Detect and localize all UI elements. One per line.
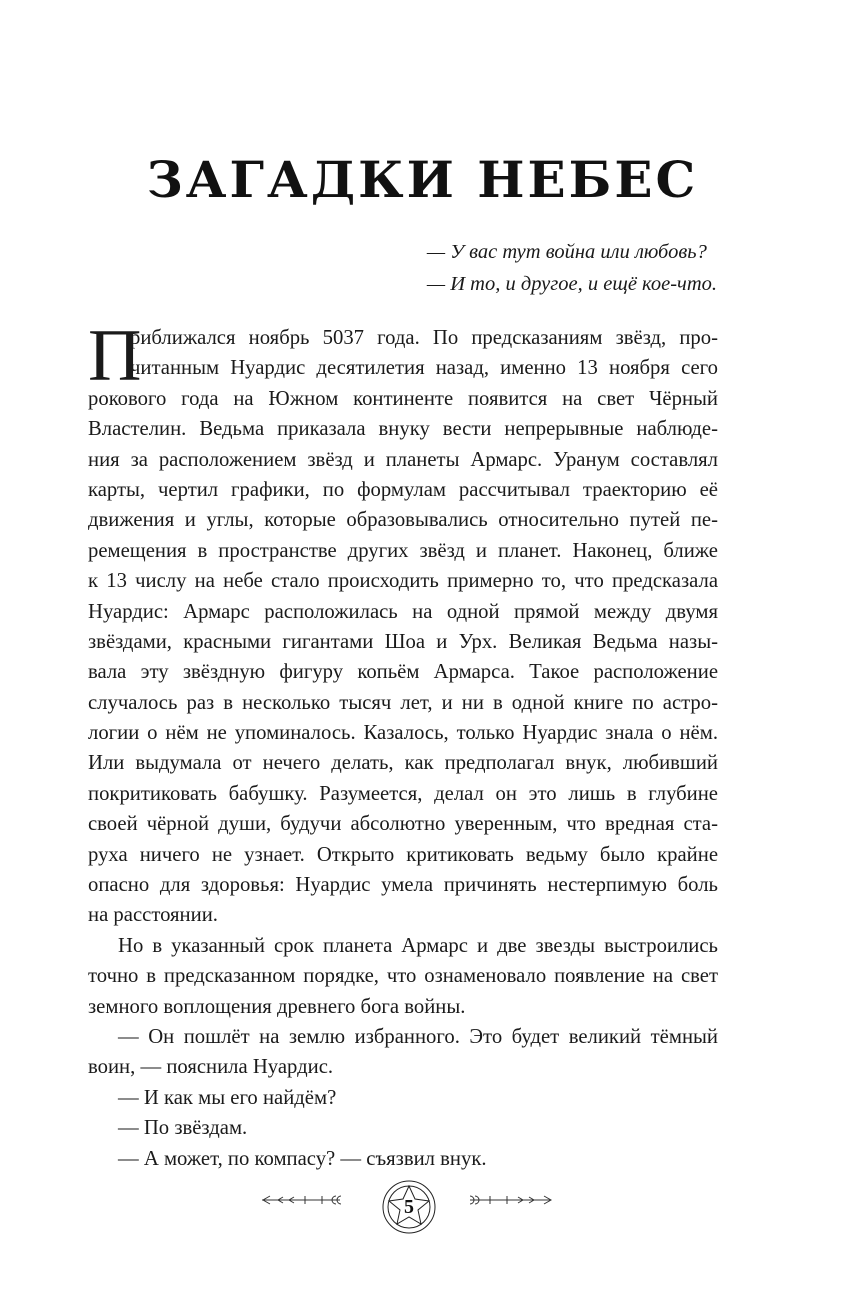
- text-line: риближался ноябрь 5037 года. По предсказаниям звёзд, про-: [130, 327, 718, 349]
- text-line: Но в указанный срок планета Армарс и две звезды выстроились: [118, 934, 718, 957]
- text-line: к 13 числу на небе стало происходить примерно то, что предсказала: [88, 570, 718, 593]
- text-line: Или выдумала от нечего делать, как предполагал внук, любивший: [88, 752, 718, 775]
- text-line: точно в предсказанном порядке, что ознаменовало появление на свет: [88, 965, 718, 988]
- text-line: случалось раз в несколько тысяч лет, и ни в одной книге по астро-: [88, 691, 718, 714]
- chapter-title: ЗАГАДКИ НЕБЕС: [146, 150, 699, 209]
- text-line: руха ничего не узнает. Открыто критиковать ведьму было крайне: [88, 843, 718, 866]
- text-line: рокового года на Южном континенте появится на свет Чёрный: [88, 387, 718, 410]
- text-line: на расстоянии.: [88, 904, 218, 927]
- text-line: ния за расположением звёзд и планеты Армарс. Уранум составлял: [88, 448, 718, 471]
- epigraph-line: — И то, и другое, и ещё кое-что.: [426, 273, 717, 295]
- drop-cap: П: [88, 315, 142, 397]
- text-line: Нуардис: Армарс расположилась на одной прямой между двумя: [88, 600, 718, 623]
- text-line: звёздами, красными гигантами Шоа и Урх. Великая Ведьма назы-: [88, 630, 718, 653]
- dialogue-line: — А может, по компасу? — съязвил внук.: [118, 1147, 487, 1170]
- page-number: 5: [404, 1196, 414, 1218]
- text-line: читанным Нуардис десятилетия назад, именно 13 ноября сего: [130, 357, 718, 380]
- text-line: ремещения в пространстве других звёзд и планет. Наконец, ближе: [88, 539, 718, 562]
- text-line: земного воплощения древнего бога войны.: [88, 995, 466, 1018]
- left-arrow-ornament: [262, 1196, 341, 1204]
- text-line: опасно для здоровья: Нуардис умела причинять нестерпимую боль: [88, 874, 718, 897]
- text-line: движения и углы, которые образовывались относительно путей пе-: [88, 509, 718, 532]
- text-line: Властелин. Ведьма приказала внуку вести непрерывные наблюде-: [88, 418, 718, 441]
- right-arrow-ornament: [470, 1196, 551, 1204]
- text-line: вала эту звёздную фигуру копьём Армарса. Такое расположение: [88, 661, 718, 684]
- dialogue-line: воин, — пояснила Нуардис.: [88, 1056, 334, 1079]
- epigraph: [427, 236, 717, 300]
- dialogue-line: — По звёздам.: [118, 1117, 248, 1140]
- dialogue-line: — Он пошлёт на землю избранного. Это будет великий тёмный: [118, 1025, 718, 1048]
- epigraph-line: — У вас тут война или любовь?: [426, 241, 707, 263]
- body-text: [88, 315, 718, 1174]
- text-line: своей чёрной души, будучи абсолютно уверенным, что вредная ста-: [88, 813, 718, 836]
- text-line: карты, чертил графики, по формулам рассчитывал траекторию её: [88, 478, 718, 501]
- dialogue-line: — И как мы его найдём?: [118, 1086, 337, 1109]
- text-line: логии о нём не упоминалось. Казалось, только Нуардис знала о нём.: [88, 722, 718, 745]
- text-line: покритиковать бабушку. Разумеется, делал он это лишь в глубине: [88, 782, 718, 805]
